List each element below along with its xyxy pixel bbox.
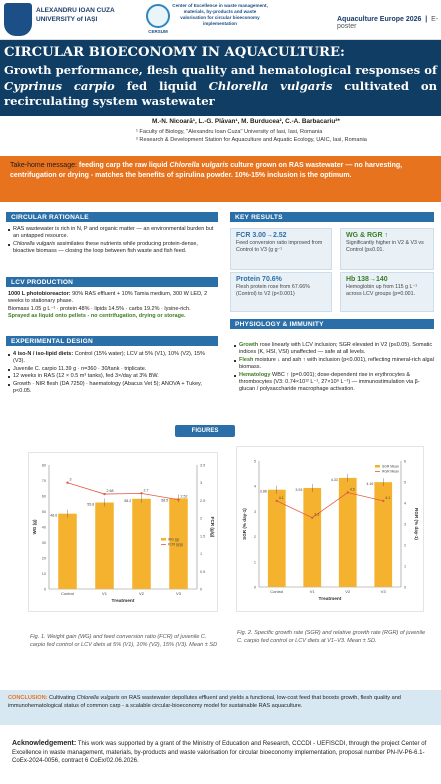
y-axis-label: SGR (% day-1) [242, 508, 247, 540]
y-tick-label: 50 [41, 510, 46, 514]
section-physiology-immunity: PHYSIOLOGY & IMMUNITY [230, 319, 434, 329]
bar [132, 499, 151, 589]
line-point [103, 493, 105, 495]
y-tick-label: 0 [43, 587, 46, 592]
physiology-text: Growth rose linearly with LCV inclusion; SGR elevated in V2 (p≤0.05). Somatic indices (K, HSI, VSI) unaffected — safe at all levels. Flesh moisture ↓ and ash ↑ with inclusion (p<0.001), reflecting mineral-rich algal biomass. Hematology WBC ↑ (p=0.001); dose-dependent rise in erythrocytes & thrombocytes (V3: 0.74×10¹² L⁻¹, 27×10⁹ L⁻¹) — immunostimulation via β-glucan / polysaccharide macrophage activation. [234, 342, 434, 394]
university-crest-icon [4, 3, 32, 36]
section-key-results: KEY RESULTS [230, 212, 434, 222]
line-data-label: 4.1 [385, 495, 391, 500]
y-tick-label: 30 [41, 541, 46, 545]
y-tick-label: 70 [41, 479, 46, 483]
bar [268, 490, 286, 587]
line-point [311, 517, 313, 519]
result-card-fcr: FCR 3.00→2.52 Feed conversion ratio improved from Control to V3 (g g⁻¹ [230, 228, 332, 270]
bar-data-label: 58.2 [124, 498, 132, 503]
bar-data-label: 48.6 [50, 513, 58, 518]
x-axis-label: Treatment [111, 599, 135, 604]
result-card-wg: WG & RGR ↑ Significantly higher in V2 & V3 vs Control (p≤0.01. [340, 228, 434, 270]
line-point [140, 492, 142, 494]
y-tick-label: 0 [253, 585, 256, 590]
y2-tick-label: 0 [404, 585, 407, 590]
y2-axis-label: RGR (% day-1) [414, 508, 419, 540]
y2-tick-label: 1 [200, 552, 203, 557]
y-tick-label: 10 [41, 572, 46, 576]
legend-swatch-bar [375, 465, 380, 468]
line-point [347, 491, 349, 493]
figure-1-chart [28, 452, 218, 612]
x-tick-label: Control [61, 591, 74, 596]
y2-tick-label: 2.5 [200, 498, 206, 503]
line-point [382, 500, 384, 502]
y2-tick-label: 3 [404, 522, 407, 527]
center-description: Center of Excellence in waste management, materials, by-products and waste valorisation for circular bioeconomy implementation [172, 3, 268, 26]
y2-axis-label: FCR (g/g) [210, 516, 215, 538]
y2-tick-label: 3 [200, 481, 203, 486]
line-data-label: 3 [69, 477, 72, 482]
bar [303, 488, 321, 587]
result-card-hb: Hb 138→140 Hemoglobin up from 115 g L⁻¹ across LCV groups (p=0.001. [340, 272, 434, 312]
y2-tick-label: 1 [404, 564, 407, 569]
x-axis-label: Treatment [318, 597, 342, 602]
y2-tick-label: 1.5 [200, 534, 206, 539]
legend-label: FCR (g/g) [168, 542, 183, 547]
x-tick-label: V1 [102, 591, 107, 596]
lcv-text: 1000 L photobioreactor: 90% RAS effluent + 10% Tamia medium, 300 W LED, 2 weeks to stationary phase. Biomass 1.05 g L⁻¹ · protein 48% · lipids 14.5% · carbs 19.2% · lysine-rich. Sprayed as liquid onto pellets - no centrifugation, drying or storage. [8, 291, 208, 320]
cersum-logo-icon [146, 4, 170, 28]
legend-label: SGR Mean [382, 464, 399, 469]
sgr-rgr-chart [237, 447, 425, 613]
y2-tick-label: 4 [404, 501, 407, 506]
y2-tick-label: 0 [200, 587, 203, 592]
take-home-message: Take-home message: feeding carp the raw liquid Chlorella vulgaris culture grown on RAS wastewater — no harvesting, centrifugation or drying - matches the benefits of spirulina powder. 10%-15% inclusion is the optimum. [0, 156, 441, 202]
x-tick-label: V2 [139, 591, 144, 596]
bar [58, 514, 77, 589]
y-tick-label: 20 [41, 556, 46, 561]
y-tick-label: 1 [253, 560, 256, 565]
y-tick-label: 40 [41, 525, 46, 530]
section-experimental-design: EXPERIMENTAL DESIGN [6, 336, 218, 346]
y-axis-label: WG (g) [32, 519, 37, 535]
bar-data-label: 4.16 [366, 482, 374, 487]
result-card-protein: Protein 70.6% Flesh protein rose from 67.66% (Control) to V2 (p<0.001) [230, 272, 332, 312]
y2-tick-label: 3.5 [200, 463, 206, 468]
legend-label: WG (g) [168, 537, 179, 542]
line-data-label: 4.5 [349, 487, 355, 492]
cersum-label: CERSUM [148, 29, 168, 34]
legend-label: RGR Mean [382, 469, 399, 474]
rationale-text: RAS wastewater is rich in N, P and organic matter — an environmental burden but an untapped resource. Chlorella vulgaris assimilates these nutrients while producing protein-dense, bioactive biomass — closing the loop between fish waste and fish feed. [8, 226, 218, 256]
line-data-label: 2.68 [106, 489, 114, 494]
x-tick-label: V3 [380, 589, 386, 594]
y2-tick-label: 2 [404, 543, 407, 548]
x-tick-label: V3 [176, 591, 181, 596]
figure-1-caption: Fig. 1. Weight gain (WG) and feed conversion ratio (FCR) of juvenile C. carpio fed control or LCV diets at 5% (V1), 10% (V2), 15% (V3). Mean ± SD [30, 634, 218, 648]
bar-data-label: 55.8 [87, 502, 95, 507]
x-tick-label: Control [270, 589, 284, 594]
line-point [276, 500, 278, 502]
conference-label: Aquaculture Europe 2026 | E-poster [337, 16, 439, 30]
acknowledgement: Acknowledgement: This work was supported by a grant of the Ministry of Education and Research, CCCDI - UEFISCDI, through the project Center of Excellence in waste management, materials, by-products and waste valorisation for circular bioeconomy implementation, proposal number PN-IV-P6-6.1-CoEx-2024-0056, contract 6 CoEx/02.06.2026. [12, 740, 427, 764]
bar-data-label: 3.86 [259, 489, 267, 494]
title-line-1: CIRCULAR BIOECONOMY IN AQUACULTURE: [4, 45, 345, 60]
legend-swatch-bar [161, 538, 166, 541]
design-text: 4 iso-N / iso-lipid diets: Control (15% water); LCV at 5% (V1), 10% (V2), 15% (V3). Juvenile C. carpio 11.39 g · n=360 · 30/tank · triplicate. 12 weeks in RAS (12 × 0.5 m³ tanks), fed 3×/day at 3% BW. Growth · NIR flesh (DA 7250) · haematology (Abacus Vet 5); ANOVA + Tukey, p<0.05. [8, 351, 218, 395]
title-line-2: Growth performance, flesh quality and hematological responses of Cyprinus carpio fed liquid Chlorella vulgaris cultivated on recirculating system wastewater [4, 63, 437, 108]
x-tick-label: V1 [309, 589, 315, 594]
y-tick-label: 3 [253, 509, 256, 514]
bar-data-label: 4.33 [330, 477, 338, 482]
y2-tick-label: 6 [404, 459, 407, 464]
figures-heading: FIGURES [175, 425, 235, 437]
line-data-label: 2.7 [143, 488, 149, 493]
authors: M.-N. Nicoară¹, L.-G. Plăvan¹, M. Burducea², C.-A. Barbacariu²* [152, 118, 340, 125]
bar [95, 503, 114, 589]
bar-data-label: 58.5 [161, 498, 169, 503]
line-data-label: 3.3 [314, 512, 320, 517]
affiliations: ¹ Faculty of Biology, "Alexandru Ioan Cuza" University of Iasi, Iasi, Romania ² Research & Development Station for Aquaculture and Aquatic Ecology, UAIC, Iasi, Romania [136, 129, 367, 143]
y2-tick-label: 5 [404, 480, 407, 485]
y-tick-label: 2 [253, 535, 256, 540]
figure-2-chart [236, 446, 424, 612]
x-tick-label: V2 [345, 589, 351, 594]
university-name: ALEXANDRU IOAN CUZA UNIVERSITY of IAȘI [36, 7, 115, 23]
y2-tick-label: 2 [200, 516, 203, 521]
section-circular-rationale: CIRCULAR RATIONALE [6, 212, 218, 222]
y-tick-label: 60 [41, 494, 46, 499]
y-tick-label: 80 [41, 463, 46, 468]
y-tick-label: 5 [253, 459, 256, 464]
line-point [177, 499, 179, 501]
bar-data-label: 3.93 [295, 487, 303, 492]
header [0, 0, 441, 40]
y2-tick-label: 0.5 [200, 569, 206, 574]
line-data-label: 4.1 [278, 495, 284, 500]
wg-fcr-chart [29, 453, 219, 613]
line-series [277, 493, 384, 518]
line-data-label: 2.52 [180, 494, 188, 499]
figure-2-caption: Fig. 2. Specific growth rate (SGR) and relative growth rate (RGR) of juvenile C. carpio fed control or LCV diets at V1–V3. Mean ± SD. [237, 630, 426, 644]
line-point [66, 482, 68, 484]
y-tick-label: 4 [253, 484, 256, 489]
section-lcv-production: LCV PRODUCTION [6, 277, 218, 287]
conclusion-box: CONCLUSION: Cultivating Chlorella vulgaris on RAS wastewater depollutes effluent and yields a functional, low-cost feed that boosts growth, flesh quality and immunohematological status of common carp - a scalable circular-bioeconomy model for sustainable RAS aquaculture. [0, 690, 441, 725]
